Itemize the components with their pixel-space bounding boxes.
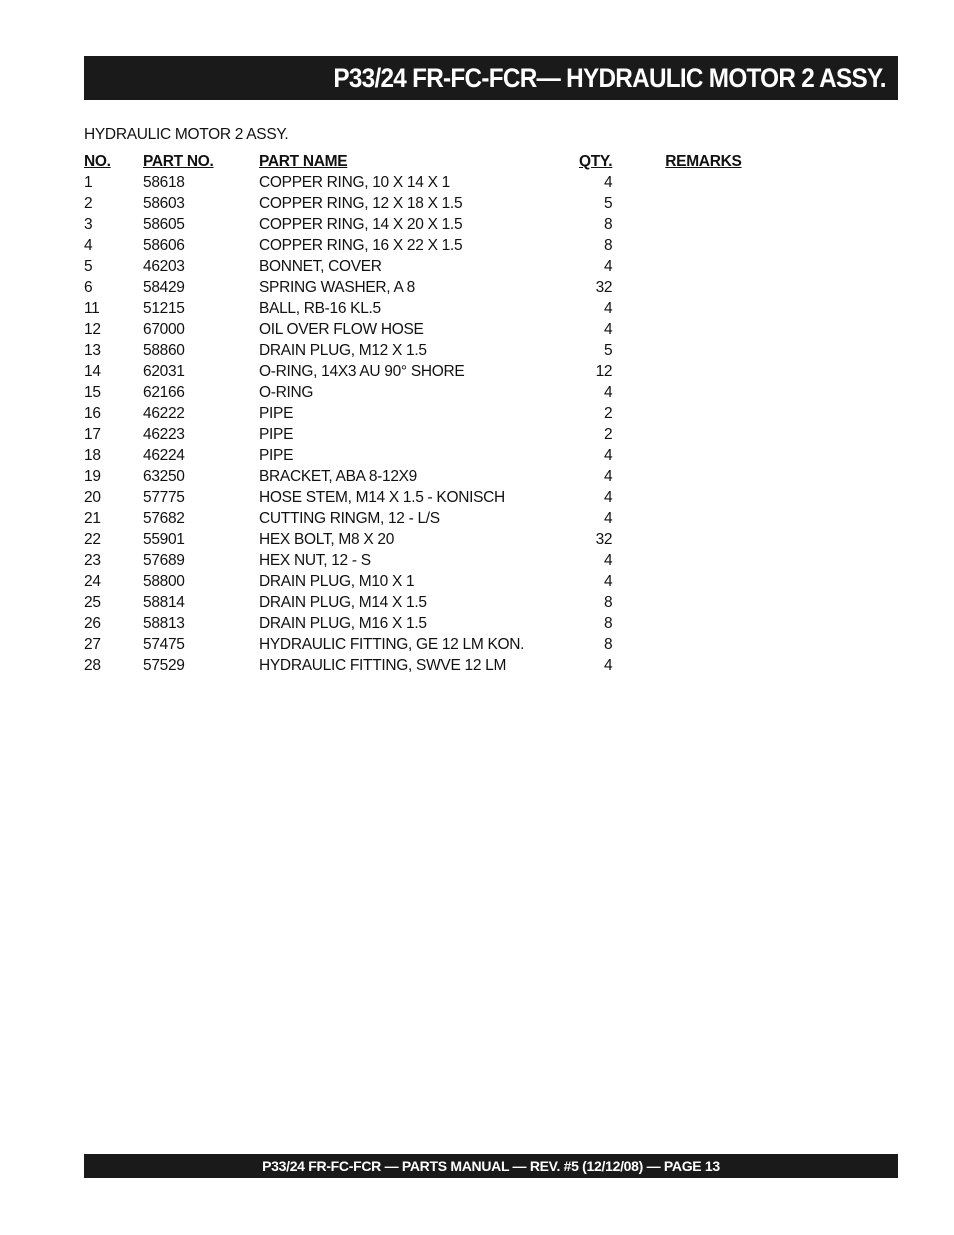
cell-remarks — [665, 172, 785, 193]
cell-part-name: DRAIN PLUG, M12 X 1.5 — [259, 342, 427, 359]
cell-no: 25 — [84, 594, 101, 611]
cell-remarks — [665, 403, 785, 424]
cell-part-no: 51215 — [143, 300, 185, 317]
cell-part-name: PIPE — [259, 405, 294, 422]
cell-remarks — [665, 571, 785, 592]
cell-part-no: 46223 — [143, 426, 185, 443]
column-header-part-name: PART NAME — [259, 153, 348, 170]
cell-qty: 4 — [603, 489, 613, 506]
cell-qty: 4 — [603, 657, 613, 674]
cell-remarks — [665, 592, 785, 613]
cell-no: 27 — [84, 636, 101, 653]
parts-table-header — [84, 151, 785, 172]
cell-part-name: DRAIN PLUG, M14 X 1.5 — [259, 594, 427, 611]
cell-part-name: BALL, RB-16 KL.5 — [259, 300, 381, 317]
cell-no: 2 — [84, 195, 93, 212]
cell-qty: 2 — [603, 405, 613, 422]
cell-part-no: 63250 — [143, 468, 185, 485]
cell-qty: 4 — [603, 468, 613, 485]
cell-remarks — [665, 634, 785, 655]
table-row — [84, 592, 785, 613]
table-row — [84, 277, 785, 298]
table-row — [84, 655, 785, 676]
cell-remarks — [665, 298, 785, 319]
cell-remarks — [665, 340, 785, 361]
cell-qty: 4 — [603, 552, 613, 569]
cell-part-no: 58603 — [143, 195, 185, 212]
cell-remarks — [665, 193, 785, 214]
cell-part-no: 58429 — [143, 279, 185, 296]
cell-no: 23 — [84, 552, 101, 569]
cell-part-name: CUTTING RINGM, 12 - L/S — [259, 510, 440, 527]
cell-remarks — [665, 445, 785, 466]
table-row — [84, 298, 785, 319]
column-header-no: NO. — [84, 153, 111, 170]
table-row — [84, 172, 785, 193]
cell-qty: 4 — [603, 510, 613, 527]
footer-text: P33/24 FR-FC-FCR — PARTS MANUAL — REV. #5 (12/12/08) — PAGE 13 — [262, 1158, 720, 1174]
cell-no: 3 — [84, 216, 93, 233]
cell-qty: 4 — [603, 258, 613, 275]
cell-part-name: BRACKET, ABA 8-12X9 — [259, 468, 417, 485]
parts-table-body — [84, 172, 785, 676]
cell-part-name: SPRING WASHER, A 8 — [259, 279, 415, 296]
cell-remarks — [665, 382, 785, 403]
cell-remarks — [665, 361, 785, 382]
cell-part-name: COPPER RING, 10 X 14 X 1 — [259, 174, 450, 191]
cell-remarks — [665, 529, 785, 550]
table-row — [84, 445, 785, 466]
table-row — [84, 256, 785, 277]
cell-part-name: COPPER RING, 16 X 22 X 1.5 — [259, 237, 463, 254]
cell-part-no: 67000 — [143, 321, 185, 338]
cell-no: 6 — [84, 279, 93, 296]
cell-no: 28 — [84, 657, 101, 674]
cell-part-no: 46203 — [143, 258, 185, 275]
cell-part-name: HEX BOLT, M8 X 20 — [259, 531, 395, 548]
footer-bar — [84, 1154, 898, 1178]
cell-part-no: 57689 — [143, 552, 185, 569]
cell-qty: 32 — [595, 279, 613, 296]
cell-part-name: COPPER RING, 12 X 18 X 1.5 — [259, 195, 463, 212]
cell-remarks — [665, 214, 785, 235]
cell-no: 15 — [84, 384, 101, 401]
cell-part-no: 62166 — [143, 384, 185, 401]
cell-part-no: 57529 — [143, 657, 185, 674]
cell-part-name: OIL OVER FLOW HOSE — [259, 321, 424, 338]
cell-no: 5 — [84, 258, 93, 275]
table-row — [84, 613, 785, 634]
cell-qty: 4 — [603, 321, 613, 338]
table-row — [84, 193, 785, 214]
cell-part-no: 58618 — [143, 174, 185, 191]
cell-part-no: 46224 — [143, 447, 185, 464]
cell-part-name: BONNET, COVER — [259, 258, 382, 275]
cell-part-name: HYDRAULIC FITTING, GE 12 LM KON. — [259, 636, 525, 653]
cell-qty: 4 — [603, 573, 613, 590]
cell-qty: 12 — [595, 363, 613, 380]
table-row — [84, 319, 785, 340]
cell-part-name: HEX NUT, 12 - S — [259, 552, 371, 569]
cell-part-name: O-RING — [259, 384, 314, 401]
cell-no: 18 — [84, 447, 101, 464]
cell-no: 22 — [84, 531, 101, 548]
cell-part-name: HYDRAULIC FITTING, SWVE 12 LM — [259, 657, 507, 674]
cell-remarks — [665, 487, 785, 508]
cell-qty: 8 — [603, 216, 613, 233]
cell-remarks — [665, 550, 785, 571]
cell-no: 19 — [84, 468, 101, 485]
cell-part-name: PIPE — [259, 447, 294, 464]
cell-part-no: 58606 — [143, 237, 185, 254]
cell-qty: 4 — [603, 384, 613, 401]
cell-part-no: 57475 — [143, 636, 185, 653]
column-header-part-no: PART NO. — [143, 153, 214, 170]
cell-no: 26 — [84, 615, 101, 632]
cell-remarks — [665, 424, 785, 445]
cell-part-no: 58814 — [143, 594, 185, 611]
cell-qty: 4 — [603, 300, 613, 317]
cell-part-no: 57682 — [143, 510, 185, 527]
table-row — [84, 382, 785, 403]
cell-part-no: 62031 — [143, 363, 185, 380]
cell-remarks — [665, 466, 785, 487]
cell-part-name: DRAIN PLUG, M10 X 1 — [259, 573, 415, 590]
cell-qty: 2 — [603, 426, 613, 443]
cell-part-no: 46222 — [143, 405, 185, 422]
cell-qty: 8 — [603, 615, 613, 632]
table-row — [84, 634, 785, 655]
table-row — [84, 214, 785, 235]
cell-remarks — [665, 655, 785, 676]
cell-no: 20 — [84, 489, 101, 506]
cell-qty: 8 — [603, 636, 613, 653]
cell-no: 24 — [84, 573, 101, 590]
table-row — [84, 550, 785, 571]
cell-part-name: DRAIN PLUG, M16 X 1.5 — [259, 615, 427, 632]
cell-remarks — [665, 235, 785, 256]
column-header-qty: QTY. — [579, 153, 613, 170]
table-row — [84, 424, 785, 445]
cell-part-no: 58860 — [143, 342, 185, 359]
cell-no: 11 — [84, 300, 100, 317]
column-header-remarks: REMARKS — [665, 153, 742, 170]
cell-remarks — [665, 508, 785, 529]
table-row — [84, 466, 785, 487]
cell-no: 17 — [84, 426, 101, 443]
table-row — [84, 487, 785, 508]
cell-part-no: 58800 — [143, 573, 185, 590]
parts-table — [84, 151, 785, 676]
cell-no: 1 — [84, 174, 93, 191]
cell-qty: 4 — [603, 174, 613, 191]
cell-no: 12 — [84, 321, 101, 338]
cell-remarks — [665, 319, 785, 340]
cell-part-name: PIPE — [259, 426, 294, 443]
cell-qty: 4 — [603, 447, 613, 464]
cell-part-name: COPPER RING, 14 X 20 X 1.5 — [259, 216, 463, 233]
cell-qty: 8 — [603, 237, 613, 254]
cell-part-name: O-RING, 14X3 AU 90° SHORE — [259, 363, 465, 380]
cell-part-no: 57775 — [143, 489, 185, 506]
table-row — [84, 340, 785, 361]
cell-part-no: 55901 — [143, 531, 185, 548]
section-label: HYDRAULIC MOTOR 2 ASSY. — [84, 126, 289, 143]
table-row — [84, 571, 785, 592]
cell-no: 13 — [84, 342, 101, 359]
table-row — [84, 361, 785, 382]
cell-no: 14 — [84, 363, 101, 380]
table-row — [84, 403, 785, 424]
cell-qty: 32 — [595, 531, 613, 548]
cell-qty: 5 — [603, 195, 613, 212]
page-title: P33/24 FR-FC-FCR— HYDRAULIC MOTOR 2 ASSY. — [333, 62, 886, 93]
table-row — [84, 235, 785, 256]
cell-part-no: 58605 — [143, 216, 185, 233]
cell-no: 21 — [84, 510, 101, 527]
cell-part-no: 58813 — [143, 615, 185, 632]
cell-remarks — [665, 256, 785, 277]
page-title-bar — [84, 56, 898, 100]
table-row — [84, 529, 785, 550]
cell-remarks — [665, 613, 785, 634]
cell-no: 16 — [84, 405, 101, 422]
cell-part-name: HOSE STEM, M14 X 1.5 - KONISCH — [259, 489, 505, 506]
table-row — [84, 508, 785, 529]
cell-qty: 5 — [603, 342, 613, 359]
cell-no: 4 — [84, 237, 93, 254]
cell-qty: 8 — [603, 594, 613, 611]
cell-remarks — [665, 277, 785, 298]
